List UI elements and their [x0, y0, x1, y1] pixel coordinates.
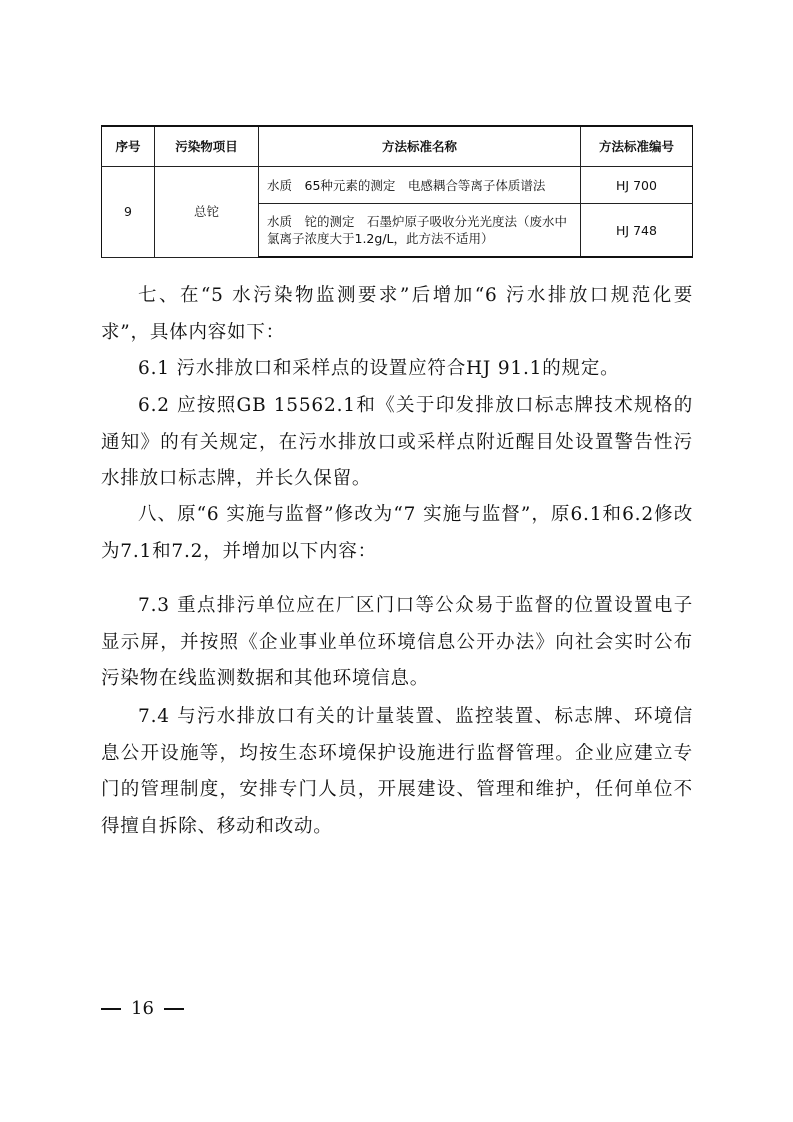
row-pollutant: 总铊 [155, 167, 259, 258]
paragraph-6-1: 6.1 污水排放口和采样点的设置应符合HJ 91.1的规定。 [138, 358, 620, 379]
method-standards-table [101, 125, 693, 258]
row-index: 9 [102, 167, 155, 258]
paragraph-7-3: 7.3 重点排污单位应在厂区门口等公众易于监督的位置设置电子显示屏，并按照《企业事业单位环境信息公开办法》向社会实时公布污染物在线监测数据和其他环境信息。 [101, 595, 693, 689]
paragraph-section-7: 七、在“5 水污染物监测要求”后增加“6 污水排放口规范化要求”，具体内容如下： [101, 285, 693, 343]
table-header-row [102, 126, 693, 167]
header-method-name: 方法标准名称 [259, 126, 581, 167]
method-name: 水质 铊的测定 石墨炉原子吸收分光光度法（废水中氯离子浓度大于1.2g/L，此方法不适用） [259, 204, 581, 258]
dash-right [164, 1008, 184, 1010]
header-pollutant: 污染物项目 [155, 126, 259, 167]
method-code: HJ 748 [581, 204, 693, 258]
page-number-footer [101, 997, 184, 1021]
paragraph-7-4: 7.4 与污水排放口有关的计量装置、监控装置、标志牌、环境信息公开设施等，均按生态环境保护设施进行监督管理。企业应建立专门的管理制度，安排专门人员，开展建设、管理和维护，任何单位不得擅自拆除、移动和改动。 [101, 706, 693, 837]
page-number: 16 [131, 998, 154, 1019]
paragraph-6-2: 6.2 应按照GB 15562.1和《关于印发排放口标志牌技术规格的通知》的有关规定，在污水排放口或采样点附近醒目处设置警告性污水排放口标志牌，并长久保留。 [101, 395, 693, 489]
method-code: HJ 700 [581, 167, 693, 204]
header-index: 序号 [102, 126, 155, 167]
paragraph-section-8: 八、原“6 实施与监督”修改为“7 实施与监督”，原6.1和6.2修改为7.1和7.2，并增加以下内容： [101, 504, 693, 562]
header-method-code: 方法标准编号 [581, 126, 693, 167]
table-row [102, 167, 693, 204]
method-name: 水质 65种元素的测定 电感耦合等离子体质谱法 [259, 167, 581, 204]
dash-left [101, 1008, 121, 1010]
